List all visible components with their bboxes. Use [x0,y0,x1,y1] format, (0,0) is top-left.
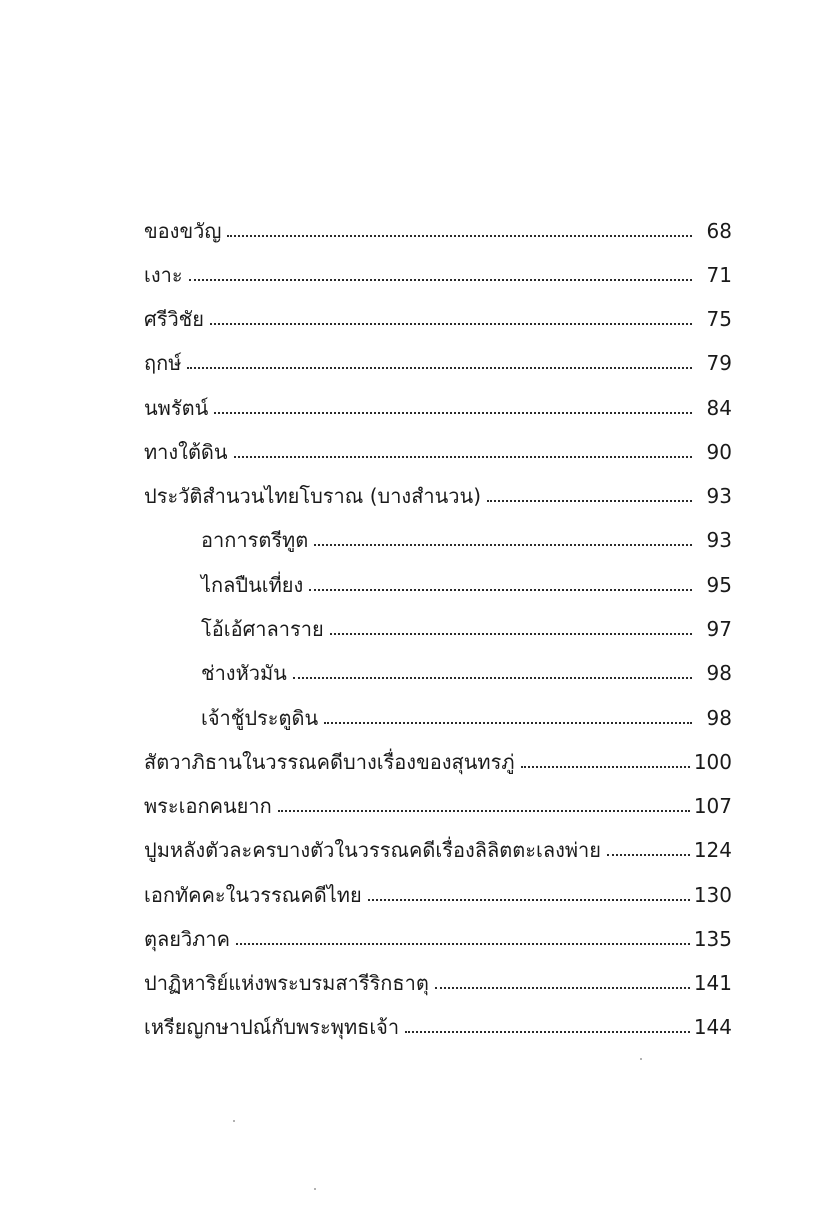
toc-entry [144,203,732,243]
dot-leader [521,766,690,768]
toc-entry-title: เจ้าชู้ประตูดิน [201,706,319,730]
toc-entry-page: 93 [706,528,732,552]
dot-leader [234,456,692,458]
toc-entry-page: 90 [706,440,732,464]
toc-entry-title: พระเอกคนยาก [144,794,272,818]
toc-subentry [201,557,732,597]
dot-leader [435,987,690,989]
toc-entry-page: 75 [706,307,732,331]
toc-entry-title: อาการตรีทูต [201,528,309,552]
toc-entry-title: ทางใต้ดิน [144,440,228,464]
toc-entry-title: เหรียญกษาปณ์กับพระพุทธเจ้า [144,1015,400,1039]
dot-leader [278,810,690,812]
toc-entry [144,778,732,818]
dot-leader [368,899,690,901]
toc-entry-page: 141 [693,971,732,995]
dot-leader [487,500,692,502]
dot-leader [214,412,692,414]
toc-subentry [201,512,732,552]
toc-entry-title: ปาฏิหาริย์แห่งพระบรมสารีริกธาตุ [144,971,429,995]
toc-entry-title: ช่างหัวมัน [201,661,287,685]
toc-entry-page: 107 [693,794,732,818]
toc-entry [144,911,732,951]
toc-entry-page: 93 [706,484,732,508]
toc-entry-page: 130 [693,883,732,907]
dot-leader [314,544,692,546]
dot-leader [405,1031,690,1033]
toc-entry-page: 79 [706,351,732,375]
toc-entry-page: 84 [706,396,732,420]
dot-leader [330,633,692,635]
toc-subentry [201,645,732,685]
toc-entry [144,380,732,420]
toc-entry [144,867,732,907]
toc-entry-title: เอกทัคคะในวรรณคดีไทย [144,883,362,907]
dot-leader [607,854,690,856]
dot-leader [210,323,692,325]
toc-entry-page: 98 [706,661,732,685]
toc-entry-page: 97 [706,617,732,641]
dot-leader [227,235,692,237]
toc-entry [144,247,732,287]
dot-leader [189,279,692,281]
toc-subentry [201,690,732,730]
toc-entry-title: ฤกษ์ [144,351,182,375]
toc-entry-page: 98 [706,706,732,730]
toc-entry-page: 68 [706,219,732,243]
dot-leader [236,943,690,945]
toc-entry [144,822,732,862]
toc-entry-page: 71 [706,263,732,287]
scan-speck [314,1188,316,1190]
toc-entry-page: 124 [693,838,732,862]
toc-entry-page: 100 [693,750,732,774]
toc-entry-page: 135 [693,927,732,951]
toc-entry-title: นพรัตน์ [144,396,209,420]
toc-entry [144,291,732,331]
scan-speck [233,1120,235,1122]
toc-entry-title: โอ้เอ้ศาลาราย [201,617,324,641]
toc-entry-title: ตุลยวิภาค [144,927,230,951]
toc-entry [144,335,732,375]
toc-entry-title: เงาะ [144,263,183,287]
toc-entry-title: ปูมหลังตัวละครบางตัวในวรรณคดีเรื่องลิลิตตะเลงพ่าย [144,838,601,862]
toc-entry-title: ของขวัญ [144,219,222,243]
toc-entry-page: 95 [706,573,732,597]
toc-entry-title: ศรีวิชัย [144,307,204,331]
toc-entry [144,999,732,1039]
toc-entry-title: ประวัติสำนวนไทยโบราณ (บางสำนวน) [144,484,482,508]
dot-leader [324,722,692,724]
toc-entry-title: สัตวาภิธานในวรรณคดีบางเรื่องของสุนทรภู่ [144,750,515,774]
dot-leader [293,677,692,679]
toc-entry [144,424,732,464]
toc-entry [144,955,732,995]
toc-subentry [201,601,732,641]
dot-leader [309,589,692,591]
toc-entry-page: 144 [693,1015,732,1039]
toc-entry [144,468,732,508]
toc-entry-title: ไกลปืนเที่ยง [201,573,304,597]
dot-leader [187,367,692,369]
scan-speck [640,1058,642,1060]
toc-entry [144,734,732,774]
